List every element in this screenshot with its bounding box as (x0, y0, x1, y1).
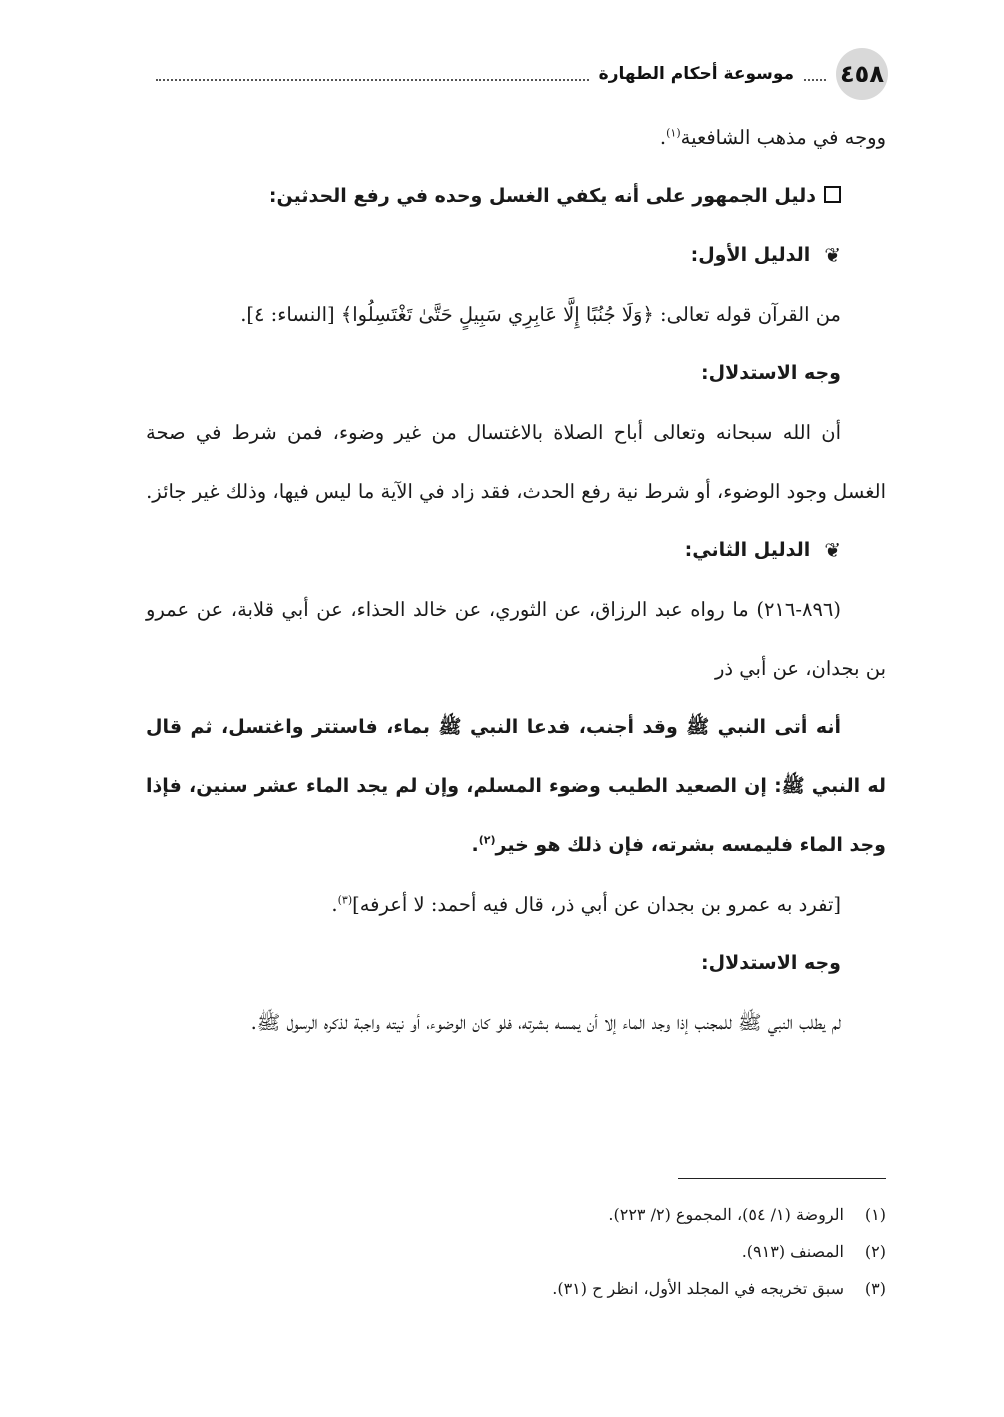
footnote-number: (٢) (864, 1242, 886, 1261)
section-heading: دليل الجمهور على أنه يكفي الغسل وحده في رفع الحدثين: (146, 167, 886, 226)
page-number: ٤٥٨ (836, 48, 888, 100)
running-title: موسوعة أحكام الطهارة (598, 64, 794, 84)
footnote-ref-2[interactable]: (٢) (478, 833, 496, 847)
quran-verse: ﴿وَلَا جُنُبًا إِلَّا عَابِرِي سَبِيلٍ حَتَّىٰ تَغْتَسِلُوا﴾ (340, 303, 654, 326)
footnote-text: المصنف (٩١٣). (741, 1242, 844, 1261)
footnote-text: الروضة (١/ ٥٤)، المجموع (٢/ ٢٢٣). (608, 1205, 844, 1224)
footnote-number: (٣) (864, 1279, 886, 1298)
paragraph-shafii: ووجه في مذهب الشافعية$^{(١)}$. (659, 126, 886, 149)
footnotes (146, 1196, 886, 1307)
header-dots-left (156, 79, 589, 81)
footnote-ref-1[interactable]: (١) (666, 126, 681, 140)
leaf-ornament-icon: ❦ (824, 538, 841, 562)
isnad-text: (٨٩٦-٢١٦) ما رواه عبد الرزاق، عن الثوري، عن خالد الحذاء، عن أبي قلابة، عن عمرو بن بجدان، عن أبي ذر (146, 598, 886, 680)
quran-citation: من القرآن قوله تعالى: ﴿وَلَا جُنُبًا إِلَّا عَابِرِي سَبِيلٍ حَتَّىٰ تَغْتَسِلُوا﴾ [النساء: ٤]. (240, 303, 841, 326)
hadith-text: أنه أتى النبي ﷺ وقد أجنب، فدعا النبي ﷺ بماء، فاستتر واغتسل، ثم قال له النبي ﷺ: إن الصعيد الطيب وضوء المسلم، وإن لم يجد الماء عشر سنين، فإذا وجد الماء فليمسه بشرته، فإن ذلك هو خير$^{(٢)}$. (146, 716, 886, 856)
footnote-number: (١) (864, 1205, 886, 1224)
footnote-item (146, 1233, 886, 1270)
header-dots-right (804, 79, 826, 81)
footnote-separator (678, 1178, 886, 1179)
inference-heading-1: وجه الاستدلال: (701, 362, 841, 384)
evidence-2-heading: ❦الدليل الثاني: (146, 521, 886, 580)
footnote-text: سبق تخريجه في المجلد الأول، انظر ح (٣١). (552, 1279, 844, 1298)
footnote-item (146, 1196, 886, 1233)
inference-text-2: لم يطلب النبي ﷺ للمجنب إذا وجد الماء إلا أن يمسه بشرته، فلو كان الوضوء، أو نيته واجبة لذكره الرسول ﷺ. (250, 1011, 841, 1034)
leaf-ornament-icon: ❦ (824, 243, 841, 267)
square-outline-icon (824, 186, 841, 203)
footnote-item (146, 1270, 886, 1307)
main-text (146, 108, 886, 1052)
grading-text: [تفرد به عمرو بن بجدان عن أبي ذر، قال فيه أحمد: لا أعرفه]$^{(٣)}$. (331, 893, 841, 916)
footnote-ref-3[interactable]: (٣) (337, 893, 353, 907)
page-header (146, 48, 888, 100)
inference-text-1: أن الله سبحانه وتعالى أباح الصلاة بالاغتسال من غير وضوء، فمن شرط في صحة الغسل وجود الوضوء، أو شرط نية رفع الحدث، فقد زاد في الآية ما ليس فيها، وذلك غير جائز. (146, 421, 886, 503)
evidence-1-heading: ❦الدليل الأول: (146, 226, 886, 285)
inference-heading-2: وجه الاستدلال: (701, 952, 841, 974)
